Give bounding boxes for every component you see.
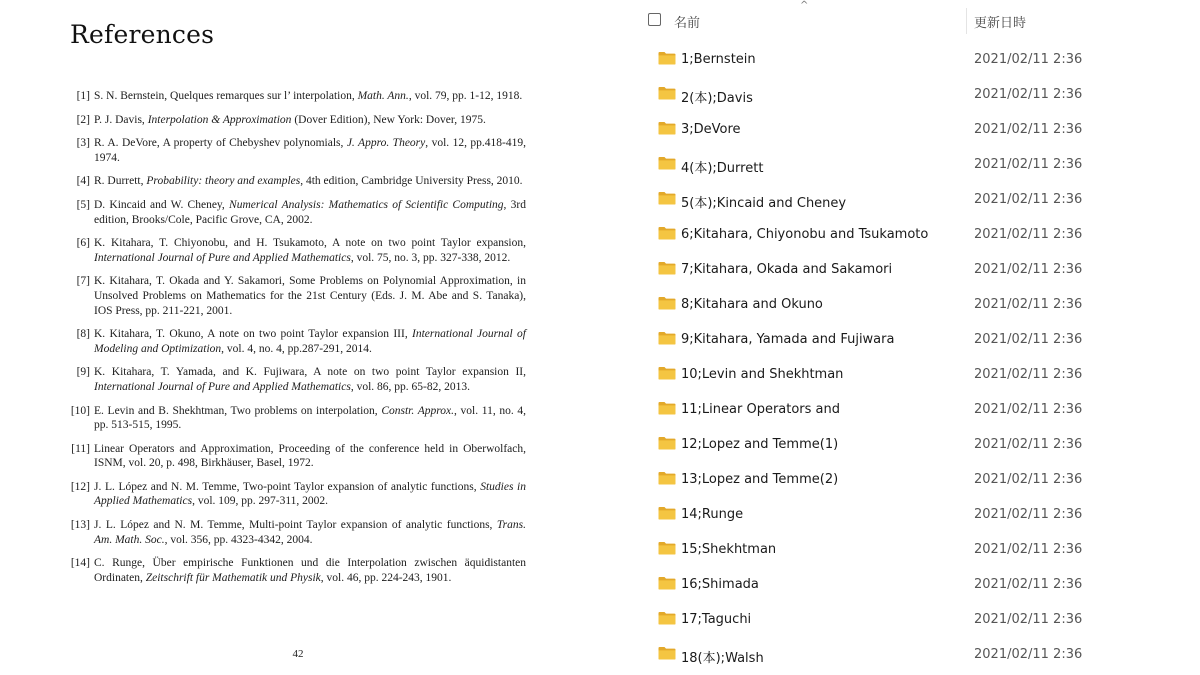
reference-italic-segment: Numerical Analysis: Mathematics of Scientific Computing <box>229 198 504 211</box>
reference-segment: , vol. 86, pp. 65-82, 2013. <box>350 380 470 393</box>
folder-name[interactable]: 14;Runge <box>681 507 744 522</box>
folder-name[interactable]: 12;Lopez and Temme(1) <box>681 437 839 452</box>
folder-date-modified: 2021/02/11 2:36 <box>974 507 1083 522</box>
folder-row[interactable] <box>640 391 1090 426</box>
folder-row[interactable] <box>640 531 1090 566</box>
reference-text <box>94 199 526 226</box>
reference-item <box>70 113 526 128</box>
reference-text <box>94 90 522 102</box>
reference-item <box>70 480 526 509</box>
reference-segment: (Dover Edition), New York: Dover, 1975. <box>291 113 486 126</box>
reference-number: [5] <box>76 198 90 211</box>
reference-number: [7] <box>76 275 90 288</box>
folder-name[interactable]: 8;Kitahara and Okuno <box>681 297 823 312</box>
column-header-date-modified[interactable]: 更新日時 <box>974 16 1027 31</box>
reference-text <box>94 275 526 316</box>
folder-icon <box>658 86 676 100</box>
reference-segment: K. Kitahara, T. Yamada, and K. Fujiwara, A note on two point Taylor expansion II, <box>94 366 526 379</box>
folder-row[interactable] <box>640 41 1090 76</box>
folder-name[interactable]: 10;Levin and Shekhtman <box>681 367 844 382</box>
column-header-name[interactable]: 名前 <box>674 16 701 31</box>
folder-icon <box>658 226 676 240</box>
folder-row[interactable] <box>640 286 1090 321</box>
reference-segment: K. Kitahara, T. Okuno, A note on two point Taylor expansion III, <box>94 328 412 341</box>
reference-segment: , vol. 356, pp. 4323-4342, 2004. <box>164 533 313 546</box>
reference-italic-segment: Interpolation & Approximation <box>147 113 292 126</box>
reference-segment: , 4th edition, Cambridge University Press, 2010. <box>300 175 523 188</box>
reference-italic-segment: International Journal of Pure and Applied Mathematics <box>94 380 351 393</box>
reference-segment: , vol. 12, pp.418-419, 1974. <box>94 137 526 164</box>
folder-date-modified: 2021/02/11 2:36 <box>974 87 1083 102</box>
file-list <box>640 41 1090 671</box>
reference-number: [14] <box>70 557 90 570</box>
reference-number: [13] <box>70 519 90 532</box>
folder-row[interactable] <box>640 356 1090 391</box>
reference-number: [6] <box>76 237 90 250</box>
reference-segment: , vol. 79, pp. 1-12, 1918. <box>408 90 523 102</box>
reference-number: [3] <box>76 137 90 150</box>
folder-row[interactable] <box>640 76 1090 111</box>
folder-name[interactable]: 5(本);Kincaid and Cheney <box>681 196 847 211</box>
chevron-up-icon: ^ <box>800 0 809 11</box>
folder-row[interactable] <box>640 461 1090 496</box>
folder-date-modified: 2021/02/11 2:36 <box>974 157 1083 172</box>
page-number: 42 <box>292 648 304 660</box>
reference-segment: J. L. López and N. M. Temme, Two-point Taylor expansion of analytic functions, <box>94 480 481 493</box>
folder-icon <box>658 401 676 415</box>
reference-segment: , vol. 11, no. 4, pp. 513-515, 1995. <box>94 404 527 432</box>
folder-date-modified: 2021/02/11 2:36 <box>974 332 1083 347</box>
folder-name[interactable]: 18(本);Walsh <box>681 651 764 666</box>
folder-row[interactable] <box>640 566 1090 601</box>
folder-date-modified: 2021/02/11 2:36 <box>974 542 1083 557</box>
reference-text <box>94 519 526 546</box>
folder-row[interactable] <box>640 251 1090 286</box>
reference-text <box>94 137 526 164</box>
reference-number: [1] <box>76 90 90 102</box>
folder-icon <box>658 296 676 310</box>
folder-icon <box>658 436 676 450</box>
reference-italic-segment: Zeitschrift für Mathematik und Physik <box>145 571 321 584</box>
reference-italic-segment: Probability: theory and examples <box>146 175 301 188</box>
folder-icon <box>658 191 676 205</box>
reference-text <box>94 405 526 432</box>
reference-item <box>70 404 526 433</box>
reference-segment: D. Kincaid and W. Cheney, <box>94 198 230 211</box>
folder-icon <box>658 576 676 590</box>
folder-name[interactable]: 13;Lopez and Temme(2) <box>681 472 839 487</box>
folder-name[interactable]: 11;Linear Operators and <box>681 402 841 417</box>
folder-icon <box>658 471 676 485</box>
reference-number: [9] <box>76 366 90 379</box>
reference-segment: P. J. Davis, <box>94 113 148 126</box>
reference-text <box>94 481 526 508</box>
folder-date-modified: 2021/02/11 2:36 <box>974 612 1083 627</box>
reference-segment: R. A. DeVore, A property of Chebyshev polynomials, <box>94 137 347 150</box>
reference-segment: K. Kitahara, T. Okada and Y. Sakamori, Some Problems on Polynomial Approximation, in Unsolved Problems on Mathematics for the 21st Century (Eds. J. M. Abe and S. Tanaka), IOS Press, pp. 211-221, 2001. <box>94 275 526 317</box>
folder-name[interactable]: 15;Shekhtman <box>681 542 777 557</box>
folder-row[interactable] <box>640 426 1090 461</box>
folder-icon <box>658 646 676 660</box>
reference-item <box>70 556 526 585</box>
folder-date-modified: 2021/02/11 2:36 <box>974 472 1083 487</box>
column-divider[interactable] <box>966 8 967 34</box>
folder-date-modified: 2021/02/11 2:36 <box>974 367 1083 382</box>
reference-italic-segment: International Journal of Modeling and Optimization <box>94 328 526 355</box>
folder-date-modified: 2021/02/11 2:36 <box>974 647 1083 662</box>
folder-row[interactable] <box>640 181 1090 216</box>
folder-name[interactable]: 6;Kitahara, Chiyonobu and Tsukamoto <box>681 227 929 242</box>
reference-segment: E. Levin and B. Shekhtman, Two problems on interpolation, <box>94 404 382 417</box>
reference-item <box>70 518 526 547</box>
reference-italic-segment: J. Appro. Theory <box>346 137 426 150</box>
folder-row[interactable] <box>640 321 1090 356</box>
folder-icon <box>658 611 676 625</box>
folder-icon <box>658 506 676 520</box>
folder-row[interactable] <box>640 216 1090 251</box>
folder-date-modified: 2021/02/11 2:36 <box>974 297 1083 312</box>
folder-date-modified: 2021/02/11 2:36 <box>974 122 1083 137</box>
reference-segment: Linear Operators and Approximation, Proceeding of the conference held in Oberwolfach, ISNM, vol. 20, p. 498, Birkhäuser, Basel, 1972. <box>94 442 526 470</box>
folder-row[interactable] <box>640 496 1090 531</box>
folder-icon <box>658 156 676 170</box>
reference-segment: , vol. 4, no. 4, pp.287-291, 2014. <box>221 342 372 355</box>
reference-text <box>94 328 526 355</box>
reference-segment: , 3rd edition, Brooks/Cole, Pacific Grove, CA, 2002. <box>94 198 526 226</box>
reference-text <box>94 237 526 264</box>
reference-number: [12] <box>70 480 90 493</box>
reference-item <box>70 198 526 227</box>
folder-row[interactable] <box>640 146 1090 181</box>
folder-name[interactable]: 17;Taguchi <box>681 612 752 627</box>
folder-name[interactable]: 9;Kitahara, Yamada and Fujiwara <box>681 332 895 347</box>
file-explorer <box>640 0 1200 675</box>
reference-segment: C. Runge, Über empirische Funktionen und die Interpolation zwischen äquidistanten Ordinaten, <box>94 557 526 584</box>
reference-segment: K. Kitahara, T. Chiyonobu, and H. Tsukamoto, A note on two point Taylor expansion, <box>94 237 526 250</box>
folder-row[interactable] <box>640 601 1090 636</box>
reference-segment: , vol. 109, pp. 297-311, 2002. <box>192 495 329 508</box>
reference-item <box>70 174 526 189</box>
reference-italic-segment: Studies in Applied Mathematics <box>94 480 526 508</box>
reference-italic-segment: Constr. Approx. <box>381 404 455 417</box>
reference-item <box>70 89 526 104</box>
reference-item <box>70 236 526 265</box>
folder-date-modified: 2021/02/11 2:36 <box>974 577 1083 592</box>
reference-segment: R. Durrett, <box>94 175 147 188</box>
folder-date-modified: 2021/02/11 2:36 <box>974 262 1083 277</box>
folder-name[interactable]: 4(本);Durrett <box>681 161 764 176</box>
references-heading: References <box>70 20 215 49</box>
folder-date-modified: 2021/02/11 2:36 <box>974 52 1083 67</box>
folder-date-modified: 2021/02/11 2:36 <box>974 402 1083 417</box>
reference-italic-segment: International Journal of Pure and Applied Mathematics <box>94 251 351 264</box>
reference-number: [4] <box>76 175 90 188</box>
reference-number: [8] <box>76 328 90 341</box>
reference-text <box>94 366 526 393</box>
select-all-checkbox[interactable] <box>648 13 661 26</box>
folder-name[interactable]: 7;Kitahara, Okada and Sakamori <box>681 262 893 277</box>
reference-item <box>70 442 526 471</box>
folder-row[interactable] <box>640 111 1090 146</box>
reference-text <box>94 443 526 470</box>
folder-icon <box>658 541 676 555</box>
reference-item <box>70 274 526 318</box>
folder-icon <box>658 331 676 345</box>
reference-item <box>70 365 526 394</box>
folder-name[interactable]: 3;DeVore <box>681 122 741 137</box>
folder-row[interactable] <box>640 636 1090 671</box>
reference-text <box>94 175 523 187</box>
column-header-row <box>640 0 1090 42</box>
folder-date-modified: 2021/02/11 2:36 <box>974 227 1083 242</box>
folder-date-modified: 2021/02/11 2:36 <box>974 437 1083 452</box>
reference-italic-segment: Math. Ann. <box>357 90 409 102</box>
reference-segment: S. N. Bernstein, Quelques remarques sur l’ interpolation, <box>94 90 358 102</box>
reference-italic-segment: Trans. Am. Math. Soc. <box>94 519 526 546</box>
folder-icon <box>658 261 676 275</box>
folder-name[interactable]: 2(本);Davis <box>681 91 753 106</box>
reference-number: [11] <box>71 442 90 455</box>
reference-segment: , vol. 75, no. 3, pp. 327-338, 2012. <box>350 251 511 264</box>
folder-name[interactable]: 16;Shimada <box>681 577 759 592</box>
reference-list <box>70 89 526 594</box>
reference-number: [2] <box>76 113 90 126</box>
reference-number: [10] <box>70 404 90 417</box>
folder-name[interactable]: 1;Bernstein <box>681 52 756 67</box>
folder-icon <box>658 51 676 65</box>
reference-text <box>94 114 486 126</box>
folder-icon <box>658 366 676 380</box>
folder-icon <box>658 121 676 135</box>
reference-segment: J. L. López and N. M. Temme, Multi-point Taylor expansion of analytic functions, <box>94 519 497 532</box>
reference-item <box>70 136 526 165</box>
folder-date-modified: 2021/02/11 2:36 <box>974 192 1083 207</box>
reference-text <box>94 557 526 584</box>
reference-item <box>70 327 526 356</box>
reference-segment: , vol. 46, pp. 224-243, 1901. <box>320 571 452 584</box>
